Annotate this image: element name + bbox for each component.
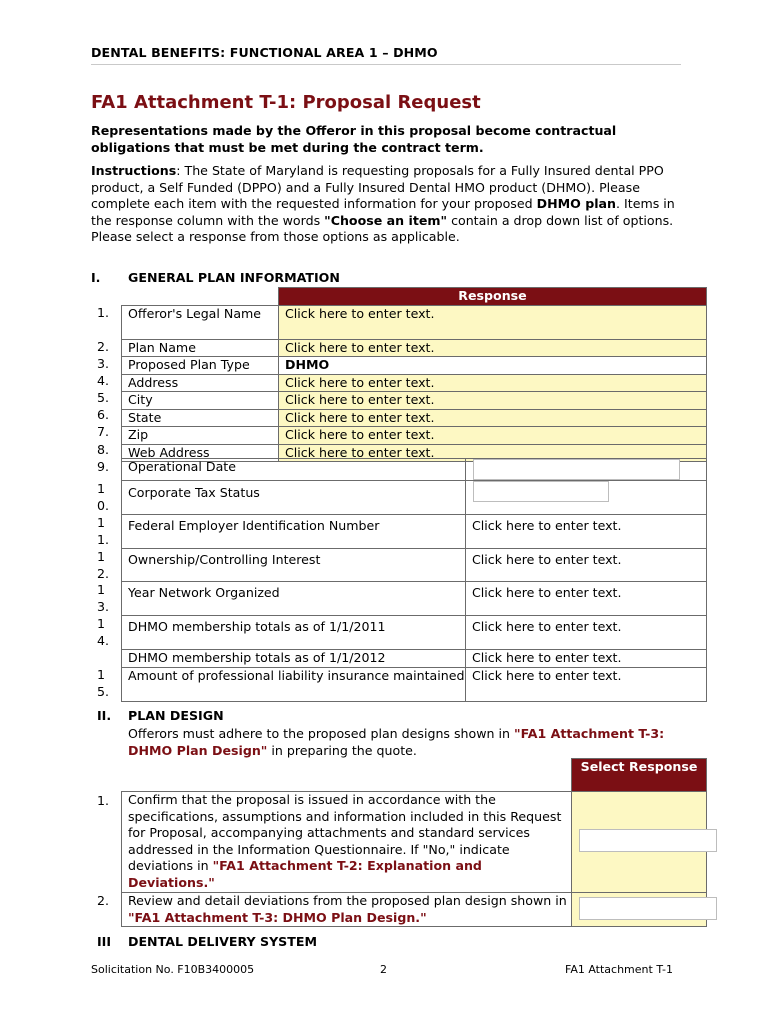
row-number: 2. — [97, 339, 110, 354]
item-1-select-dropdown[interactable] — [579, 829, 717, 852]
table-row — [122, 650, 707, 668]
row-label: Address — [122, 374, 279, 392]
row-number: 1 1. — [97, 515, 110, 547]
tax-status-dropdown[interactable] — [473, 481, 609, 502]
row-number: 8. — [97, 442, 110, 457]
year-network-field[interactable]: Click here to enter text. — [466, 582, 707, 616]
liability-insurance-field[interactable]: Click here to enter text. — [466, 667, 707, 701]
legal-name-field[interactable]: Click here to enter text. — [279, 305, 707, 339]
instructions-text-2: . Items in the response column with the words — [91, 196, 675, 228]
row-label: City — [122, 392, 279, 410]
row-label: DHMO membership totals as of 1/1/2011 — [122, 616, 466, 650]
table-corner — [122, 759, 572, 792]
page-title: FA1 Attachment T-1: Proposal Request — [91, 92, 481, 113]
item-1-text: Confirm that the proposal is issued in accordance with the specifications, assumptions and information included in this Request for Proposal, accompanying attachments and standard services addressed in the Information Questionnaire. If "No," indicate deviations in — [128, 792, 562, 873]
instructions-bold-2: "Choose an item" — [324, 212, 448, 228]
row-label: Amount of professional liability insurance maintained — [122, 667, 466, 701]
ownership-field[interactable]: Click here to enter text. — [466, 549, 707, 582]
general-info-table-top — [121, 287, 707, 462]
plan-design-intro-a: Offerors must adhere to the proposed plan designs shown in — [128, 726, 515, 741]
row-number: 1 2. — [97, 549, 110, 581]
row-number: 1 4. — [97, 616, 110, 648]
row-number: 1. — [97, 793, 110, 808]
running-header: DENTAL BENEFITS: FUNCTIONAL AREA 1 – DHMO — [91, 45, 681, 65]
zip-field[interactable]: Click here to enter text. — [279, 427, 707, 445]
item-2-link[interactable]: "FA1 Attachment T-3: DHMO Plan Design." — [128, 909, 427, 925]
fein-field[interactable]: Click here to enter text. — [466, 515, 707, 549]
table-row — [122, 515, 707, 549]
row-number: 1. — [97, 305, 110, 320]
instructions-text-1: : The State of Maryland is requesting proposals for a Fully Insured dental PPO product, a Self Funded (DPPO) and a Fully Insured Dental HMO product (DHMO). Please complete each item with the requested information for your proposed — [91, 163, 664, 211]
row-label: Proposed Plan Type — [122, 357, 279, 375]
plan-design-intro — [128, 725, 698, 759]
row-label: State — [122, 409, 279, 427]
web-address-field[interactable]: Click here to enter text. — [279, 444, 707, 462]
table-row — [122, 616, 707, 650]
item-2-select-dropdown[interactable] — [579, 897, 717, 920]
row-number: 1 3. — [97, 582, 110, 614]
city-field[interactable]: Click here to enter text. — [279, 392, 707, 410]
instructions-label: Instructions — [91, 163, 177, 178]
row-label: Federal Employer Identification Number — [122, 515, 466, 549]
plan-name-field[interactable]: Click here to enter text. — [279, 339, 707, 357]
row-number: 6. — [97, 407, 110, 422]
section-1-title: GENERAL PLAN INFORMATION — [128, 270, 340, 285]
row-number: 9. — [97, 459, 110, 474]
table-row — [122, 374, 707, 392]
row-label: Year Network Organized — [122, 582, 466, 616]
plan-design-link[interactable]: "FA1 Attachment T-3: DHMO Plan Design" — [128, 726, 665, 758]
table-row — [122, 667, 707, 701]
plan-design-item-1 — [122, 792, 572, 893]
row-label: Web Address — [122, 444, 279, 462]
row-label: Offeror's Legal Name — [122, 305, 279, 339]
row-number: 2. — [97, 893, 110, 908]
row-label: Corporate Tax Status — [122, 481, 466, 515]
plan-design-intro-b: in preparing the quote. — [267, 743, 417, 758]
section-2-number: II. — [97, 708, 112, 723]
section-3-number: III — [97, 934, 112, 949]
footer-page-number: 2 — [380, 963, 387, 976]
table-row — [122, 481, 707, 515]
table-corner — [122, 288, 279, 306]
instructions-text-3: contain a drop down list of options. Please select a response from those options as applicable. — [91, 212, 674, 244]
general-info-table-bottom — [121, 458, 707, 702]
row-number: 5. — [97, 390, 110, 405]
row-number: 7. — [97, 424, 110, 439]
state-field[interactable]: Click here to enter text. — [279, 409, 707, 427]
row-number: 4. — [97, 373, 110, 388]
representation-statement: Representations made by the Offeror in this proposal become contractual obligations that must be met during the contract term. — [91, 123, 617, 155]
item-2-text: Review and detail deviations from the proposed plan design shown in — [128, 893, 567, 908]
table-row — [122, 305, 707, 339]
select-response-header: Select Response — [572, 759, 707, 792]
section-2-title: PLAN DESIGN — [128, 708, 224, 723]
membership-2011-field[interactable]: Click here to enter text. — [466, 616, 707, 650]
row-label: Operational Date — [122, 459, 466, 481]
row-label: Zip — [122, 427, 279, 445]
item-1-link[interactable]: "FA1 Attachment T-2: Explanation and Deviations." — [128, 858, 482, 890]
table-row — [122, 392, 707, 410]
row-number: 1 5. — [97, 667, 110, 699]
table-row — [122, 409, 707, 427]
table-row — [122, 427, 707, 445]
row-number: 1 0. — [97, 481, 110, 513]
section-1-number: I. — [91, 270, 101, 285]
section-3-title: DENTAL DELIVERY SYSTEM — [128, 934, 317, 949]
table-row — [122, 582, 707, 616]
plan-design-item-2 — [122, 893, 572, 927]
footer-attachment: FA1 Attachment T-1 — [565, 963, 673, 976]
row-label: Ownership/Controlling Interest — [122, 549, 466, 582]
plan-type-value[interactable]: DHMO — [279, 357, 707, 375]
membership-2012-field[interactable]: Click here to enter text. — [466, 650, 707, 668]
table-row — [122, 339, 707, 357]
footer-solicitation: Solicitation No. F10B3400005 — [91, 963, 255, 976]
row-label: Plan Name — [122, 339, 279, 357]
row-number: 3. — [97, 356, 110, 371]
response-header: Response — [279, 288, 707, 306]
table-row — [122, 357, 707, 375]
address-field[interactable]: Click here to enter text. — [279, 374, 707, 392]
instructions-paragraph — [91, 163, 691, 246]
row-label: DHMO membership totals as of 1/1/2012 — [122, 650, 466, 668]
table-row — [122, 549, 707, 582]
instructions-bold-1: DHMO plan — [536, 196, 617, 211]
operational-date-input[interactable] — [473, 459, 680, 480]
